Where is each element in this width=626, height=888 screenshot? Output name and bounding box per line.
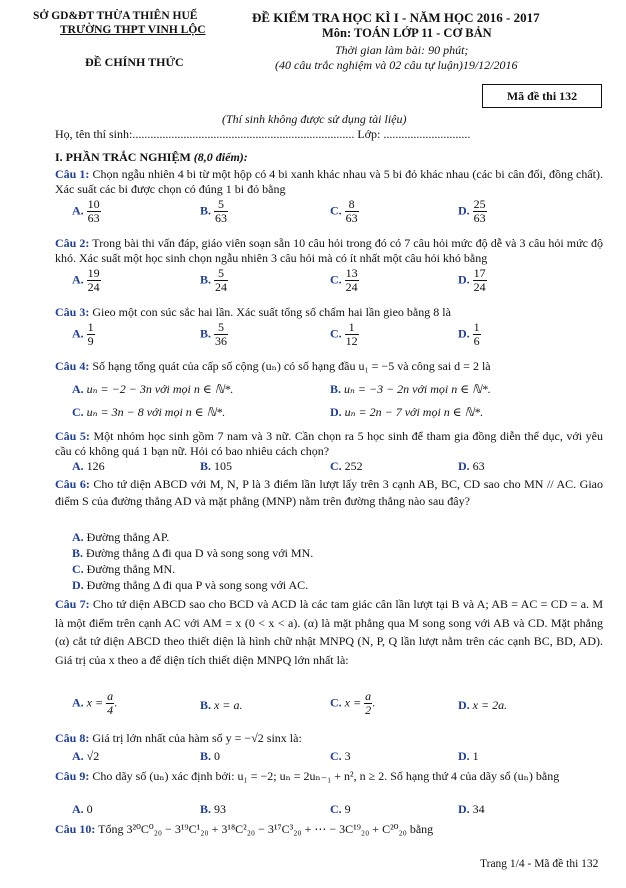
question-label: Câu 3: [55, 305, 90, 319]
school-name: TRƯỜNG THPT VINH LỘC [60, 24, 206, 36]
question-label: Câu 9: [55, 769, 90, 783]
time-allowed: Thời gian làm bài: 90 phút; [335, 43, 469, 57]
question-label: Câu 10: [55, 822, 96, 836]
option-b[interactable]: B. 93 [200, 802, 227, 816]
option-b[interactable]: B. Đường thẳng Δ đi qua D và song song với MN. [72, 546, 314, 560]
question-label: Câu 1: [55, 167, 90, 181]
option-c[interactable]: C. $\frac{1}{12}$ [330, 320, 358, 348]
question-text: Gieo một con súc sắc hai lần. Xác suất tổng số chấm hai lần gieo bằng 8 là [92, 305, 451, 319]
exam-title: ĐỀ KIỂM TRA HỌC KÌ I - NĂM HỌC 2016 - 2017 [252, 10, 540, 25]
section-name: I. PHẦN TRẮC NGHIỆM [55, 150, 191, 164]
option-a[interactable]: A. $\frac{1}{9}$ [72, 320, 94, 348]
option-d[interactable]: D. 1 [458, 749, 479, 763]
question-text: Một nhóm học sinh gồm 7 nam và 3 nữ. Cần chọn ra 5 học sinh để tham gia đồng diễn thể dục, với yêu cầu có không quá 1 bạn nữ. Hỏi có bao nhiêu cách chọn? [55, 429, 603, 458]
question-text: Số hạng tổng quát của cấp số cộng (uₙ) có số hạng đầu u₁ = −5 và công sai d = 2 là [92, 359, 491, 373]
subject: Môn: TOÁN LỚP 11 - CƠ BẢN [322, 26, 492, 40]
exam-format: (40 câu trắc nghiệm và 02 câu tự luận)19/12/2016 [275, 58, 518, 72]
question-text: Cho dãy số (uₙ) xác định bởi: u₁ = −2; uₙ = 2uₙ₋₁ + n², n ≥ 2. Số hạng thứ 4 của dãy số (uₙ) bằng [92, 769, 560, 783]
question-label: Câu 2: [55, 236, 90, 250]
question-text: Chọn ngẫu nhiên 4 bi từ một hộp có 4 bi xanh khác nhau và 5 bi đỏ khác nhau (các bi cân đối, đồng chất). Xác suất các bi được chọn có đúng 1 bi đỏ bằng [55, 167, 604, 196]
candidate-name-line: Họ, tên thí sinh:.......................................................................... Lớp: ............................. [55, 127, 471, 141]
question-7 [55, 595, 603, 669]
question-label: Câu 6: [55, 477, 90, 491]
page-footer: Trang 1/4 - Mã đề thi 132 [480, 858, 599, 870]
option-b[interactable]: B. x = a. [200, 698, 243, 712]
option-b[interactable]: B. uₙ = −3 − 2n với mọi n ∈ ℕ*. [330, 382, 491, 396]
option-d[interactable]: D. Đường thẳng Δ đi qua P và song song với AC. [72, 578, 309, 592]
section-points: (8,0 điểm): [193, 150, 248, 164]
question-6 [55, 476, 603, 510]
option-d[interactable]: D. $\frac{25}{63}$ [458, 197, 486, 225]
option-b[interactable]: B. $\frac{5}{63}$ [200, 197, 228, 225]
question-label: Câu 5: [55, 429, 90, 443]
question-text: Tổng 3²⁰C⁰₂₀ − 3¹⁹C¹₂₀ + 3¹⁸C²₂₀ − 3¹⁷C³₂₀ + ⋯ − 3C¹⁹₂₀ + C²⁰₂₀ bằng [98, 822, 434, 836]
option-a[interactable]: A. $\frac{10}{63}$ [72, 197, 100, 225]
question-label: Câu 7: [55, 597, 90, 611]
option-b[interactable]: B. $\frac{5}{36}$ [200, 320, 228, 348]
option-a[interactable]: A. $\frac{19}{24}$ [72, 266, 100, 294]
question-4 [55, 359, 603, 374]
option-c[interactable]: C. uₙ = 3n − 8 với mọi n ∈ ℕ*. [72, 405, 226, 419]
option-d[interactable]: D. uₙ = 2n − 7 với mọi n ∈ ℕ*. [330, 405, 484, 419]
question-label: Câu 4: [55, 359, 90, 373]
option-a[interactable]: A. 0 [72, 802, 93, 816]
question-9 [55, 769, 603, 784]
question-text: Cho tứ diện ABCD với M, N, P là 3 điểm lần lượt lấy trên 3 cạnh AB, BC, CD sao cho MN // AC. Giao điểm S của đường thẳng AD và mặt phẳng (MNP) nằm trên đường thẳng nào sau đây? [55, 477, 603, 508]
option-c[interactable]: C. $\frac{8}{63}$ [330, 197, 358, 225]
no-materials-note: (Thí sinh không được sử dụng tài liệu) [222, 112, 407, 126]
question-3 [55, 305, 603, 320]
option-a[interactable]: A. √2 [72, 749, 100, 763]
question-text: Giá trị lớn nhất của hàm số y = −√2 sinx là: [92, 731, 302, 745]
option-b[interactable]: B. 105 [200, 459, 233, 473]
question-8 [55, 731, 603, 746]
option-c[interactable]: C. 9 [330, 802, 351, 816]
option-a[interactable]: A. Đường thẳng AP. [72, 530, 170, 544]
option-c[interactable]: C. x = $\frac{a}{2}$ . [330, 689, 376, 717]
option-b[interactable]: B. 0 [200, 749, 221, 763]
question-text: Trong bài thi vấn đáp, giáo viên soạn sẵn 10 câu hỏi trong đó có 7 câu hỏi mức độ dễ và 3 câu hỏi mức độ khó. Xác suất một học sinh chọn ngẫu nhiên 3 câu hỏi mà có ít nhất một câu hỏi khó bằng [55, 236, 603, 265]
question-10 [55, 822, 603, 837]
option-d[interactable]: D. $\frac{1}{6}$ [458, 320, 480, 348]
option-a[interactable]: A. 126 [72, 459, 105, 473]
option-d[interactable]: D. 34 [458, 802, 485, 816]
option-c[interactable]: C. Đường thẳng MN. [72, 562, 176, 576]
option-a[interactable]: A. uₙ = −2 − 3n với mọi n ∈ ℕ*. [72, 382, 234, 396]
option-b[interactable]: B. $\frac{5}{24}$ [200, 266, 228, 294]
option-c[interactable]: C. 3 [330, 749, 351, 763]
question-2 [55, 236, 603, 266]
official-label: ĐỀ CHÍNH THỨC [85, 55, 184, 69]
option-c[interactable]: C. $\frac{13}{24}$ [330, 266, 358, 294]
question-5 [55, 429, 603, 459]
question-1 [55, 167, 603, 197]
option-d[interactable]: D. 63 [458, 459, 485, 473]
option-c[interactable]: C. 252 [330, 459, 363, 473]
section-title [55, 150, 248, 165]
option-d[interactable]: D. $\frac{17}{24}$ [458, 266, 486, 294]
question-label: Câu 8: [55, 731, 90, 745]
dept-name: SỞ GD&ĐT THỪA THIÊN HUẾ [33, 10, 198, 22]
exam-code-box: Mã đề thi 132 [482, 84, 602, 108]
option-a[interactable]: A. x = $\frac{a}{4}$ . [72, 689, 118, 717]
option-d[interactable]: D. x = 2a. [458, 698, 508, 712]
question-text: Cho tứ diện ABCD sao cho BCD và ACD là các tam giác cân lần lượt tại B và A; AB = AC = CD = a. M là một điểm trên cạnh AC với AM = x (0 < x < a). (α) là mặt phẳng qua M song song với AB và CD. Mặt phẳng (α) cắt tứ diện ABCD theo thiết diện là hình chữ nhật MNPQ (N, P, Q lần lượt nằm trên các cạnh BC, BD, AD). Giá trị của x theo a để diện tích thiết diện MNPQ lớn nhất là: [55, 597, 603, 667]
